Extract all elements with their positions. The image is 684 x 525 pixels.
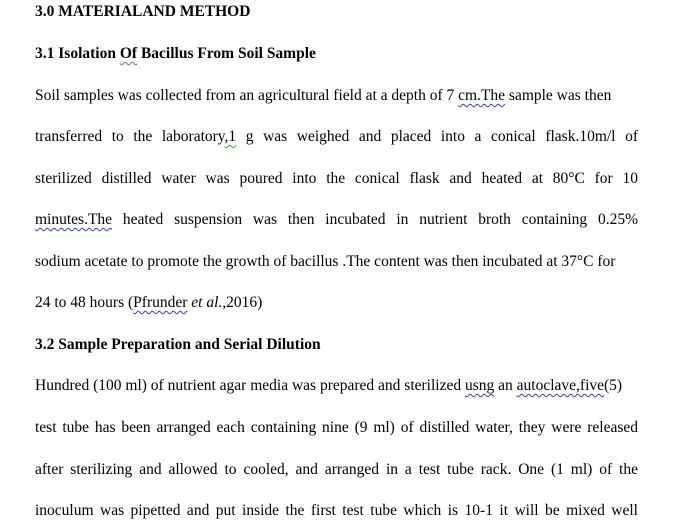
paragraph-line: minutes.The heated suspension was then incubated in nutrient broth containing 0.25% — [35, 211, 638, 228]
spelling-flag: usng — [464, 377, 495, 394]
paragraph-line: inoculum was pipetted and put inside the first test tube which is 10-1 it will be mixed well — [35, 502, 638, 519]
paragraph-line: test tube has been arranged each containing nine (9 ml) of distilled water, they were released — [35, 419, 638, 436]
paragraph-line: transferred to the laboratory,1 g was weighed and placed into a conical flask.10m/l of — [35, 128, 638, 145]
paragraph-line: Soil samples was collected from an agricultural field at a depth of 7 cm.The sample was then — [35, 87, 612, 104]
paragraph-line: after sterilizing and allowed to cooled, and arranged in a test tube rack. One (1 ml) of the — [35, 461, 638, 478]
grammar-flag: ,1 — [224, 128, 237, 145]
subsection-heading-isolation: 3.1 Isolation Of Bacillus From Soil Sample — [35, 45, 316, 62]
spelling-flag: minutes.The — [35, 211, 113, 228]
section-title: 3.0 MATERIALAND METHOD — [35, 3, 251, 20]
spelling-flag: autoclave,five — [516, 377, 605, 394]
paragraph-line: sodium acetate to promote the growth of bacillus .The content was then incubated at 37°C for — [35, 253, 616, 270]
paragraph-line: sterilized distilled water was poured into the conical flask and heated at 80°C for 10 — [35, 170, 638, 187]
paragraph-line: 24 to 48 hours (Pfrunder et al.,2016) — [35, 294, 263, 311]
subsection-heading-dilution: 3.2 Sample Preparation and Serial Dilution — [35, 336, 321, 353]
paragraph-line: Hundred (100 ml) of nutrient agar media was prepared and sterilized usng an autoclave,five(5) — [35, 377, 623, 394]
spelling-flag: Pfrunder — [133, 294, 188, 311]
spelling-flag: cm.The — [458, 87, 506, 104]
spelling-flag: Of — [119, 45, 138, 62]
